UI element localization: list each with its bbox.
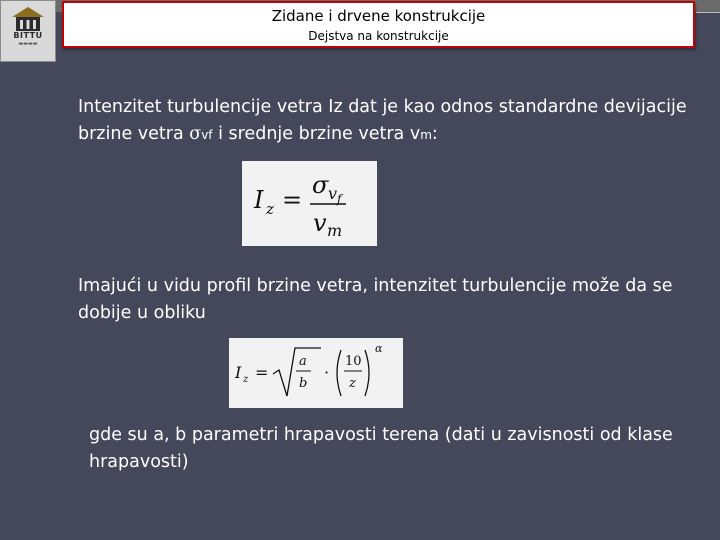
paragraph-parameters: gde su a, b parametri hrapavosti terena (dati u zavisnosti od klase hrapavosti) <box>89 425 673 472</box>
m-subscript: m <box>420 128 432 142</box>
crest-icon <box>8 5 48 33</box>
f1-equals: = <box>282 186 303 214</box>
title-box <box>62 1 695 48</box>
f2-ten: 10 <box>345 354 362 369</box>
paragraph-intensity-definition <box>78 94 708 149</box>
sigma-symbol: σ <box>189 124 202 144</box>
formula-intensity-ratio <box>242 161 377 246</box>
p1-text-2: i srednje brzine vetra v <box>212 124 421 144</box>
slide-subtitle: Dejstva na konstrukcije <box>308 29 449 43</box>
f1-numerator-subsub: f <box>337 192 342 206</box>
formula-intensity-profile <box>229 338 403 408</box>
f2-lhs-sub: z <box>243 374 249 385</box>
f2-left-paren <box>337 350 341 396</box>
f2-dot: · <box>324 363 330 382</box>
f1-numerator-sub: v <box>328 184 338 203</box>
slide-title: Zidane i drvene konstrukcije <box>271 7 486 25</box>
p1-end: : <box>431 124 438 144</box>
f2-equals: = <box>255 363 269 382</box>
vf-subscript: vf <box>201 128 213 142</box>
f2-lhs: I <box>235 363 242 382</box>
paragraph-profile: Imajući u vidu profil brzine vetra, intenzitet turbulencije može da se dobije u obliku <box>78 276 673 323</box>
f2-right-paren <box>365 350 369 396</box>
formula-2-graphic <box>229 338 403 408</box>
f2-a: a <box>299 354 307 369</box>
f1-numerator: σ <box>312 171 329 199</box>
f1-lhs-sub: z <box>266 200 274 218</box>
f1-denominator-sub: m <box>327 221 343 240</box>
f2-b: b <box>299 376 308 391</box>
f2-z: z <box>349 376 356 391</box>
f2-sqrt-sign <box>273 348 321 396</box>
p1-text: Intenzitet turbulencije vetra Iz dat je kao odnos standardne devijacije brzine vetra <box>78 97 687 144</box>
f1-denominator: v <box>313 209 327 237</box>
logo <box>0 0 56 62</box>
header-line <box>696 12 720 13</box>
logo-text: BITTU <box>13 31 43 40</box>
formula-1-graphic <box>242 161 377 246</box>
f2-alpha: α <box>375 342 383 355</box>
logo-subtext: ▬▬▬▬ <box>18 41 38 47</box>
f1-lhs: I <box>254 186 264 214</box>
